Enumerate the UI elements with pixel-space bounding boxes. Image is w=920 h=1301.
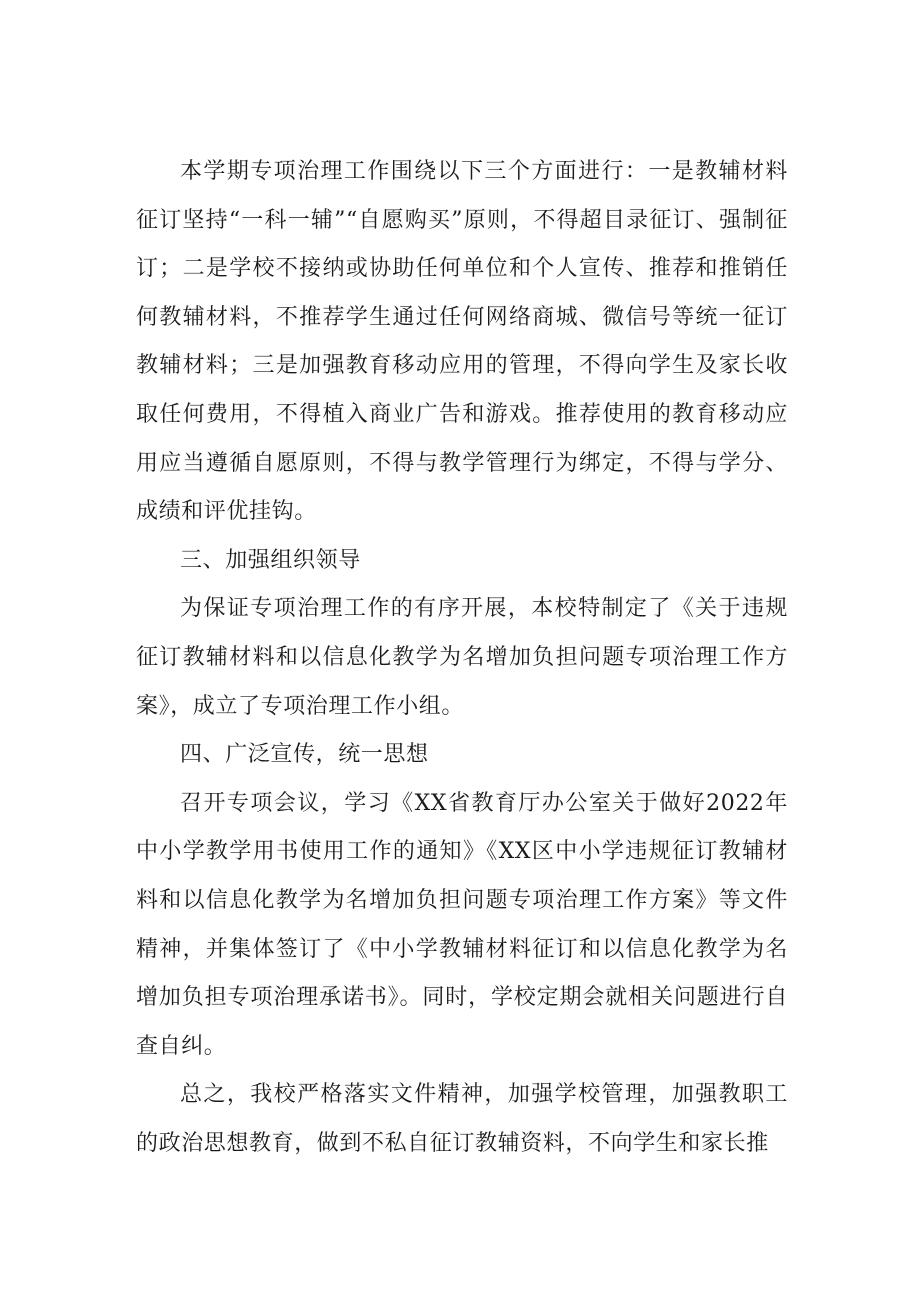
section-heading-organization: 三、加强组织领导 — [180, 547, 361, 573]
paragraph-working-group: 为保证专项治理工作的有序开展，本校特制定了《关于违规征订教辅材料和以信息化教学为名增加负担问题专项治理工作方案》，成立了专项治理工作小组。 — [136, 596, 788, 719]
document-body — [136, 148, 788, 1168]
paragraph-conclusion: 总之，我校严格落实文件精神，加强学校管理，加强教职工的政治思想教育，做到不私自征订教辅资料，不向学生和家长推 — [136, 1082, 788, 1156]
section-heading-publicity: 四、广泛宣传，统一思想 — [180, 742, 429, 768]
paragraph-special-governance-aspects: 本学期专项治理工作围绕以下三个方面进行：一是教辅材料征订坚持“一科一辅”“自愿购买”原则，不得超目录征订、强制征订；二是学校不接纳或协助任何单位和个人宣传、推荐和推销任何教辅材料，不推荐学生通过任何网络商城、微信号等统一征订教辅材料；三是加强教育移动应用的管理，不得向学生及家长收取任何费用，不得植入商业广告和游戏。推荐使用的教育移动应用应当遵循自愿原则，不得与教学管理行为绑定，不得与学分、成绩和评优挂钩。 — [136, 159, 788, 525]
paragraph-special-meeting: 召开专项会议，学习《XX省教育厅办公室关于做好2022年中小学教学用书使用工作的通知》《XX区中小学违规征订教辅材料和以信息化教学为名增加负担问题专项治理工作方案》等文件精神，并集体签订了《中小学教辅材料征订和以信息化教学为名增加负担专项治理承诺书》。同时，学校定期会就相关问题进行自查自纠。 — [136, 790, 788, 1059]
